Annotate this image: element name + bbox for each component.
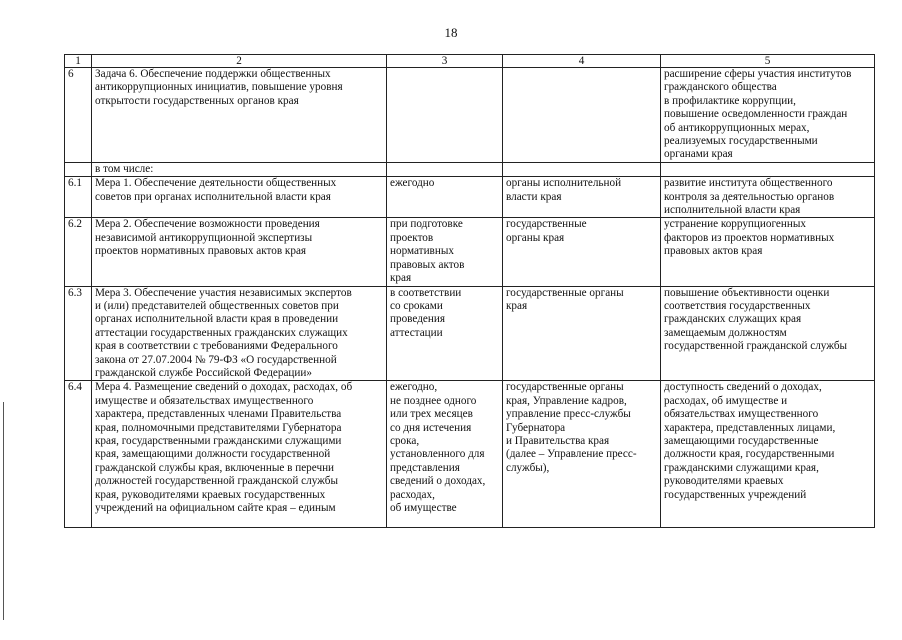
measure-description: Мера 3. Обеспечение участия независимых экспертов и (или) представителей общественных советов при органах исполнительной власти края в проведении аттестации государственных гражданских служащих края в соответствии с требованиями Федерального закона от 27.07.2004 № 79-ФЗ «О государственной гражданской службе Российской Федерации»	[92, 286, 387, 381]
measure-executors-text: государственные органы края, Управление кадров, управление пресс-службы Губернатора и Правительства края (далее – Управление пресс- службы),	[506, 381, 637, 474]
table-row-6-3	[65, 286, 875, 381]
header-col-3: 3	[387, 55, 503, 68]
row-number: 6.3	[65, 286, 92, 381]
task-result: расширение сферы участия институтов гражданского общества в профилактике коррупции, повышение осведомленности граждан об антикоррупционных мерах, реализуемых государственными органами края	[661, 68, 875, 163]
row-number: 6.2	[65, 218, 92, 286]
measure-deadline: при подготовке проектов нормативных правовых актов края	[387, 218, 503, 286]
measure-deadline	[387, 381, 503, 528]
table-row-6-2	[65, 218, 875, 286]
empty-cell	[661, 162, 875, 176]
measure-executors: органы исполнительной власти края	[503, 177, 661, 218]
measure-deadline: ежегодно	[387, 177, 503, 218]
header-col-4: 4	[503, 55, 661, 68]
header-col-5: 5	[661, 55, 875, 68]
task-executors	[503, 68, 661, 163]
measure-description	[92, 381, 387, 528]
measure-description: Мера 2. Обеспечение возможности проведения независимой антикоррупционной экспертизы проектов нормативных правовых актов края	[92, 218, 387, 286]
measure-executors: государственные органы края	[503, 218, 661, 286]
table-row-6-1	[65, 177, 875, 218]
task-deadline	[387, 68, 503, 163]
row-number	[65, 381, 92, 528]
measures-table	[64, 54, 875, 528]
row-number: 6.1	[65, 177, 92, 218]
table-row-including	[65, 162, 875, 176]
table-row-6-4	[65, 381, 875, 528]
page-number: 18	[444, 25, 458, 40]
measure-result-text: доступность сведений о доходах, расходах, об имуществе и обязательствах имущественного характера, представленных лицами, замещающими государственные должности края, государственными гражданскими служащими края, руководителями краевых государственных учреждений	[664, 381, 836, 501]
measure-result	[661, 381, 875, 528]
task-description: Задача 6. Обеспечение поддержки общественных антикоррупционных инициатив, повышение уровня открытости государственных органов края	[92, 68, 387, 163]
empty-cell	[65, 162, 92, 176]
measure-result: повышение объективности оценки соответствия государственных гражданских служащих края замещаемым должностям государственной гражданской службы	[661, 286, 875, 381]
header-col-1: 1	[65, 55, 92, 68]
including-label: в том числе:	[92, 162, 387, 176]
header-row	[65, 55, 875, 68]
scan-margin-line	[3, 402, 4, 620]
measure-description: Мера 1. Обеспечение деятельности общественных советов при органах исполнительной власти края	[92, 177, 387, 218]
row-number: 6	[65, 68, 92, 163]
empty-cell	[503, 162, 661, 176]
measure-deadline: в соответствии со сроками проведения аттестации	[387, 286, 503, 381]
measure-executors: государственные органы края	[503, 286, 661, 381]
measure-executors	[503, 381, 661, 528]
row-number-text: 6.4	[68, 381, 82, 394]
measure-description-text: Мера 4. Размещение сведений о доходах, расходах, об имуществе и обязательствах имущественного характера, представленных членами Правительства края, полномочными представителями Губернатора края, государственными гражданскими служащими края, замещающими должности государственной гражданской службы края, включенные в перечни должностей государственной гражданской службы края, руководителями краевых государственных учреждений на официальном сайте края – единым	[95, 381, 353, 514]
measure-deadline-text: ежегодно, не позднее одного или трех месяцев со дня истечения срока, установленного для представления сведений о доходах, расходах, об имуществе	[390, 381, 486, 514]
measure-result: развитие института общественного контроля за деятельностью органов исполнительной власти края	[661, 177, 875, 218]
table-row-task-6	[65, 68, 875, 163]
empty-cell	[387, 162, 503, 176]
header-col-2: 2	[92, 55, 387, 68]
measure-result: устранение коррупциогенных факторов из проектов нормативных правовых актов края	[661, 218, 875, 286]
